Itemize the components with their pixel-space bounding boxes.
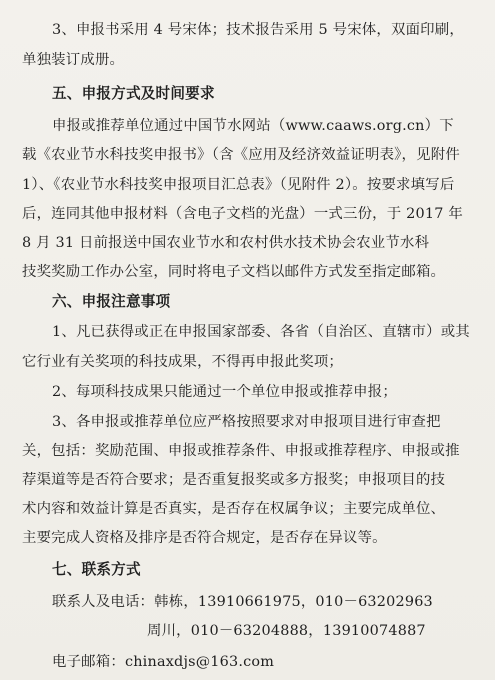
text-line: 2、每项科技成果只能通过一个单位申报或推荐申报； [52, 384, 397, 400]
text-line: 1）、《农业节水科技奖申报项目汇总表》（见附件 2）。按要求填写后 [22, 177, 455, 193]
text-line: 术内容和效益计算是否真实，是否存在权属争议；主要完成单位、 [22, 501, 446, 517]
section-heading: 六、申报注意事项 [52, 293, 171, 310]
text-line: 3、各申报或推荐单位应严格按照要求对申报项目进行审查把 [52, 414, 441, 430]
section-heading: 七、联系方式 [52, 561, 141, 578]
text-line: 3、申报书采用 4 号宋体；技术报告采用 5 号宋体，双面印刷， [52, 22, 464, 38]
text-line: 它行业有关奖项的科技成果，不得再申报此奖项； [22, 354, 343, 370]
text-line: 8 月 31 日前报送中国农业节水和农村供水技术协会农业节水科 [22, 235, 430, 251]
text-line: 单独装订成册。 [22, 52, 125, 68]
text-line: 主要完成人资格及排序是否符合规定，是否存在异议等。 [22, 530, 387, 546]
contact-email: 电子邮箱：chinaxdjs@163.com [52, 654, 275, 670]
text-line: 后，连同其他申报材料（含电子文档的光盘）一式三份，于 2017 年 [22, 206, 463, 222]
text-line: 荐渠道等是否符合要求；是否重复报奖或多方报奖；申报项目的技 [22, 472, 446, 488]
section-heading: 五、申报方式及时间要求 [52, 85, 215, 102]
text-line: 关，包括：奖励范围、申报或推荐条件、申报或推荐程序、申报或推 [22, 443, 460, 459]
text-line: 申报或推荐单位通过中国节水网站（www.caaws.org.cn）下 [52, 118, 454, 134]
contact-phone-2: 周川，010－63204888，13910074887 [147, 623, 426, 639]
text-line: 载《农业节水科技奖申报书》（含《应用及经济效益证明表》，见附件 [22, 147, 460, 163]
text-line: 技奖奖励工作办公室，同时将电子文档以邮件方式发至指定邮箱。 [22, 264, 446, 280]
text-line: 1、凡已获得或正在申报国家部委、各省（自治区、直辖市）或其 [52, 324, 470, 340]
contact-phone: 联系人及电话：韩栋，13910661975，010－63202963 [52, 594, 433, 610]
